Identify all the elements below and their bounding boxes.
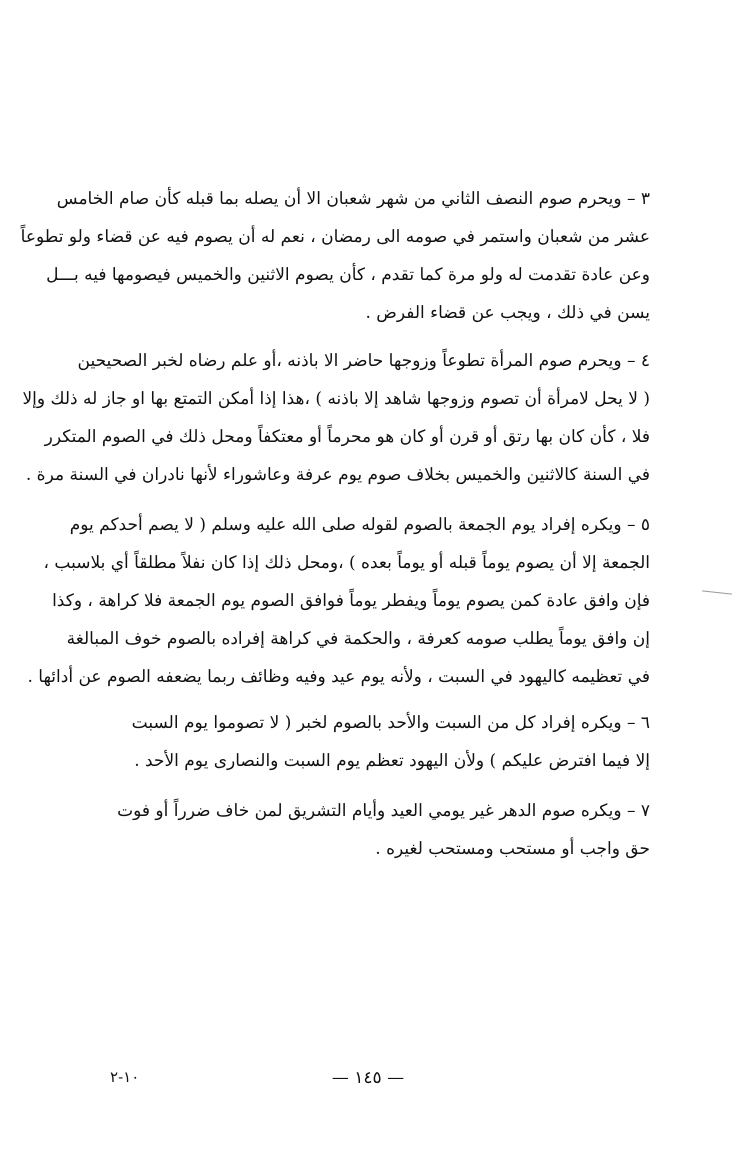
text-line: عشر من شعبان واستمر في صومه الى رمضان ، نعم له أن يصوم فيه عن قضاء ولو تطوعاً xyxy=(20,227,650,247)
text-line: ( لا يحل لامرأة أن تصوم وزوجها شاهد إلا باذنه ) ،هذا إذا أمكن التمتع بها او جاز له ذلك وإلا xyxy=(22,389,650,409)
text-line: ٥ – ويكره إفراد يوم الجمعة بالصوم لقوله صلى الله عليه وسلم ( لا يصم أحدكم يوم xyxy=(69,515,650,535)
page-number: — ١٤٥ — xyxy=(331,1068,405,1088)
text-line: ٧ – ويكره صوم الدهر غير يومي العيد وأيام التشريق لمن خاف ضرراً أو فوت xyxy=(117,801,650,821)
text-line: في السنة كالاثنين والخميس بخلاف صوم يوم عرفة وعاشوراء لأنها نادران في السنة مرة . xyxy=(25,465,650,485)
text-line: فإن وافق عادة كمن يصوم يوماً ويفطر يوماً فوافق الصوم يوم الجمعة فلا كراهة ، وكذا xyxy=(52,591,650,611)
text-line: إلا فيما افترض عليكم ) ولأن اليهود تعظم يوم السبت والنصارى يوم الأحد . xyxy=(134,751,650,771)
text-line: حق واجب أو مستحب ومستحب لغيره . xyxy=(375,839,650,859)
printer-signature: ١٠-٢ xyxy=(110,1068,140,1086)
text-line: يسن في ذلك ، ويجب عن قضاء الفرض . xyxy=(365,303,650,323)
text-line: ٤ – ويحرم صوم المرأة تطوعاً وزوجها حاضر الا باذنه ،أو علم رضاه لخبر الصحيحين xyxy=(77,351,650,371)
text-line: الجمعة إلا أن يصوم يوماً قبله أو يوماً بعده ) ،ومحل ذلك إذا كان نفلاً مطلقاً أي بلاسبب ، xyxy=(43,553,650,573)
paragraph-5 xyxy=(27,506,650,696)
paragraph-6 xyxy=(84,704,650,780)
text-line: ٣ – ويحرم صوم النصف الثاني من شهر شعبان الا أن يصله بما قبله كأن صام الخامس xyxy=(56,189,650,209)
text-line: إن وافق يوماً يطلب صومه كعرفة ، والحكمة في كراهة إفراده بالصوم خوف المبالغة xyxy=(66,629,650,649)
text-line: في تعظيمه كاليهود في السبت ، ولأنه يوم عيد وفيه وظائف ربما يضعفه الصوم عن أدائها . xyxy=(27,667,650,687)
paragraph-7 xyxy=(84,792,650,868)
paragraph-3 xyxy=(20,180,650,332)
paragraph-4 xyxy=(22,342,650,494)
margin-mark xyxy=(702,590,732,594)
text-line: فلا ، كأن كان بها رتق أو قرن أو كان هو محرماً أو معتكفاً ومحل ذلك في الصوم المتكرر xyxy=(44,427,650,447)
text-line: وعن عادة تقدمت له ولو مرة كما تقدم ، كأن يصوم الاثنين والخميس فيصومها فيه بـــل xyxy=(46,265,650,285)
text-line: ٦ – ويكره إفراد كل من السبت والأحد بالصوم لخبر ( لا تصوموا يوم السبت xyxy=(131,713,650,733)
